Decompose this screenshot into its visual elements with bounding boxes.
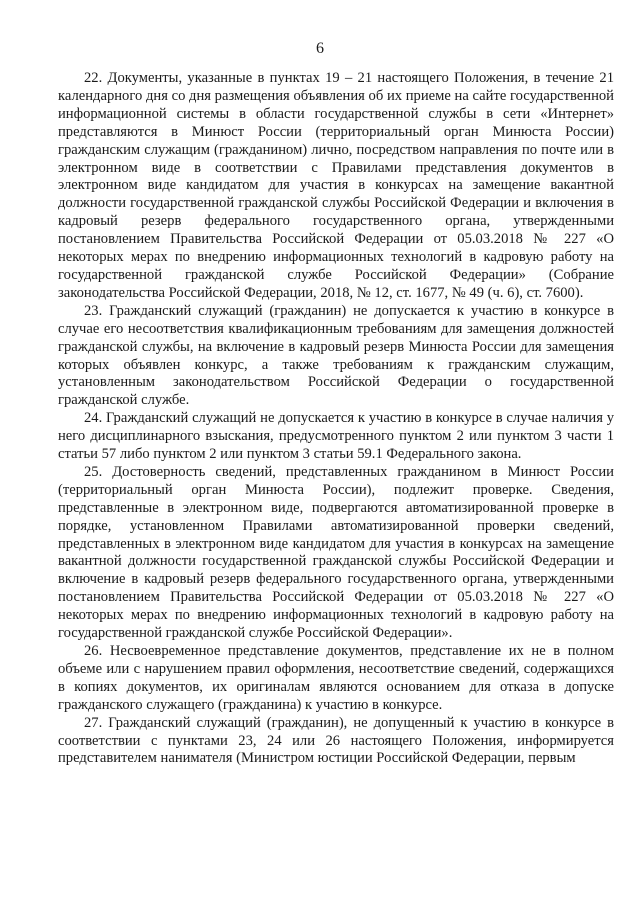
paragraph-25: 25. Достоверность сведений, представленных гражданином в Минюст России (территориальный орган Минюста России), подлежит проверке. Сведения, представленные в электронном виде, подвергаются автоматизированной проверке в порядке, установленном Правилами автоматизированной проверки сведений, представленных в электронном виде кандидатом для участия в конкурсах на замещение вакантной должности государственной гражданской службы Российской Федерации и включение в кадровый резерв федерального государственного органа, утвержденными постановлением Правительства Российской Федерации от 05.03.2018 № 227 «О некоторых мерах по внедрению информационных технологий в кадровую работу на государственной гражданской службе Российской Федерации». [58, 463, 614, 642]
paragraph-22: 22. Документы, указанные в пунктах 19 – 21 настоящего Положения, в течение 21 календарного дня со дня размещения объявления об их приеме на сайте государственной информационной системы в области государственной службы в сети «Интернет» представляются в Минюст России (территориальный орган Минюста России) гражданским служащим (гражданином) лично, посредством направления по почте или в электронном виде в соответствии с Правилами представления документов в электронном виде кандидатом для участия в конкурсах на замещение вакантной должности государственной гражданской службы Российской Федерации и включения в кадровый резерв федерального государственного органа, утвержденными постановлением Правительства Российской Федерации от 05.03.2018 № 227 «О некоторых мерах по внедрению информационных технологий в кадровую работу на государственной гражданской службе Российской Федерации» (Собрание законодательства Российской Федерации, 2018, № 12, ст. 1677, № 49 (ч. 6), ст. 7600). [58, 70, 614, 301]
document-body [58, 70, 614, 768]
paragraph-26: 26. Несвоевременное представление документов, представление их не в полном объеме или с нарушением правил оформления, несоответствие сведений, содержащихся в копиях документов, их оригиналам являются основанием для отказа в допуске гражданского служащего (гражданина) к участию в конкурсе. [58, 643, 614, 713]
paragraph-23: 23. Гражданский служащий (гражданин) не допускается к участию в конкурсе в случае его несоответствия квалификационным требованиям для замещения должностей гражданской службы, на включение в кадровый резерв Минюста России для замещения которых объявлен конкурс, а также требованиям к гражданским служащим, установленным законодательством Российской Федерации о государственной гражданской службе. [58, 302, 614, 409]
page-number: 6 [316, 40, 324, 57]
paragraph-24: 24. Гражданский служащий не допускается к участию в конкурсе в случае наличия у него дисциплинарного взыскания, предусмотренного пунктом 2 или пунктом 3 части 1 статьи 57 либо пунктом 2 или пунктом 3 статьи 59.1 Федерального закона. [58, 410, 614, 463]
paragraph-27: 27. Гражданский служащий (гражданин), не допущенный к участию в конкурсе в соответствии с пунктами 23, 24 или 26 настоящего Положения, информируется представителем нанимателя (Министром юстиции Российской Федерации, первым [58, 714, 614, 767]
